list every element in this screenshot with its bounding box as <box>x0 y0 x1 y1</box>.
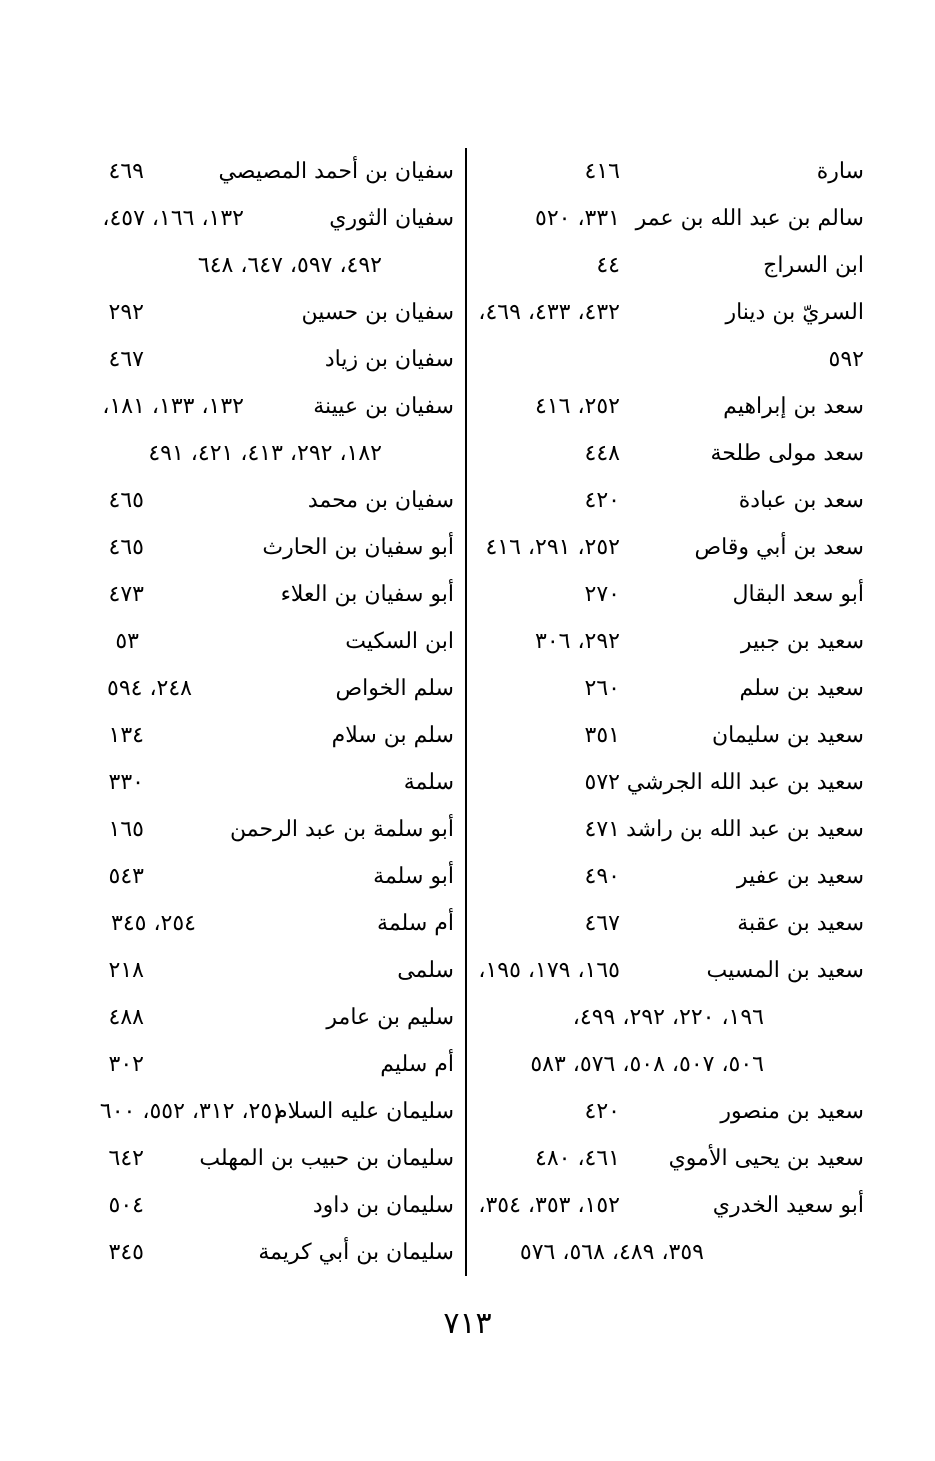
entry-name: سليمان بن حبيب بن المهلب <box>199 1146 454 1171</box>
entry-pages: ٢٤٨، ٥٩٤ <box>107 676 192 701</box>
entry-name: سفيان بن محمد <box>307 488 454 513</box>
entry-pages: ٥٩٢ <box>828 347 864 372</box>
entry-pages: ٤٦٩ <box>108 159 144 184</box>
entry-name: سلم الخواص <box>335 676 454 701</box>
index-entry <box>82 477 454 524</box>
index-entry <box>478 430 864 477</box>
index-entry <box>478 1088 864 1135</box>
index-entry <box>478 571 864 618</box>
entry-name: سعيد بن سليمان <box>711 723 864 748</box>
entry-name: سعيد بن يحيى الأموي <box>668 1146 864 1171</box>
index-entry <box>82 853 454 900</box>
index-entry <box>478 618 864 665</box>
index-entry <box>478 524 864 571</box>
entry-pages: ٦٤٢ <box>108 1146 144 1171</box>
entry-pages: ١٦٥، ١٧٩، ١٩٥، <box>478 958 620 983</box>
index-entry <box>478 665 864 712</box>
index-entry <box>478 148 864 195</box>
entry-name: سليمان عليه السلام <box>274 1099 454 1124</box>
entry-name: أم سليم <box>380 1052 454 1077</box>
entry-name: أبو سعيد الخدري <box>712 1193 864 1218</box>
entry-pages: ٢٩٢ <box>108 300 144 325</box>
entry-name: سالم بن عبد الله بن عمر <box>635 206 864 231</box>
entry-pages: ٤٢٠ <box>584 1099 620 1124</box>
index-entry <box>82 947 454 994</box>
index-entry-continuation <box>478 994 864 1041</box>
entry-pages: ٤٣٢، ٤٣٣، ٤٦٩، <box>478 300 620 325</box>
index-entry <box>82 1088 454 1135</box>
index-column-left <box>82 148 454 1276</box>
entry-name: سلمة <box>403 770 454 795</box>
index-entry-continuation <box>478 1229 864 1276</box>
entry-pages: ١٦٥ <box>108 817 144 842</box>
index-entry <box>478 1182 864 1229</box>
index-entry <box>82 195 454 242</box>
entry-pages: ٥٧٢ <box>584 770 620 795</box>
index-entry-continuation <box>82 242 454 289</box>
index-entry <box>82 383 454 430</box>
index-entry <box>478 759 864 806</box>
entry-name: سعد بن إبراهيم <box>723 394 864 419</box>
entry-pages: ٤٦٧ <box>584 911 620 936</box>
entry-name: أبو سلمة <box>373 864 454 889</box>
index-entry <box>82 1182 454 1229</box>
entry-name: سلم بن سلام <box>331 723 454 748</box>
entry-name: ابن السراج <box>763 253 864 278</box>
entry-pages: ٤٨٨ <box>108 1005 144 1030</box>
entry-pages: ٢٥٤، ٣٤٥ <box>111 911 196 936</box>
entry-pages: ٤٦٧ <box>108 347 144 372</box>
entry-pages: ٢٥٢، ٤١٦ <box>535 394 620 419</box>
entry-name: سليمان بن داود <box>312 1193 454 1218</box>
index-entry <box>478 900 864 947</box>
entry-pages: ٣٠٢ <box>108 1052 144 1077</box>
entry-name: سفيان بن عيينة <box>313 394 454 419</box>
index-entry <box>478 947 864 994</box>
index-entry <box>82 712 454 759</box>
entry-pages: ٤٤ <box>596 253 620 278</box>
entry-pages: ٥٤٣ <box>108 864 144 889</box>
index-entry <box>478 289 864 336</box>
index-entry <box>82 1229 454 1276</box>
entry-name: أبو سعد البقال <box>732 582 864 607</box>
entry-pages: ٤٦١، ٤٨٠ <box>535 1146 620 1171</box>
entry-name: سعيد بن المسيب <box>706 958 864 983</box>
entry-name: سعد بن عبادة <box>738 488 864 513</box>
entry-name: سفيان بن حسين <box>301 300 454 325</box>
entry-pages: ٣٣٠ <box>108 770 144 795</box>
column-divider <box>465 148 467 1276</box>
entry-name: سفيان الثوري <box>329 206 454 231</box>
page-number: ٧١٣ <box>443 1306 492 1341</box>
entry-name: سارة <box>816 159 864 184</box>
entry-pages: ٢٧٠ <box>584 582 620 607</box>
index-entry <box>478 242 864 289</box>
index-entry <box>478 712 864 759</box>
entry-pages: ٤٤٨ <box>584 441 620 466</box>
entry-pages: ٤٦٥ <box>108 488 144 513</box>
entry-pages: ٣٥٩، ٤٨٩، ٥٦٨، ٥٧٦ <box>519 1240 704 1265</box>
entry-name: ابن السكيت <box>345 629 454 654</box>
entry-name: سعد بن أبي وقاص <box>694 535 864 560</box>
entry-pages: ١٣٤ <box>108 723 144 748</box>
index-entry <box>82 148 454 195</box>
index-entry <box>478 383 864 430</box>
entry-name: سعد مولى طلحة <box>710 441 864 466</box>
entry-name: سلمى <box>397 958 454 983</box>
entry-name: أبو سلمة بن عبد الرحمن <box>229 817 454 842</box>
entry-name: سعيد بن سلم <box>739 676 864 701</box>
index-entry-continuation <box>478 336 864 383</box>
entry-pages: ٢٩٢، ٣٠٦ <box>535 629 620 654</box>
entry-name: سعيد بن منصور <box>720 1099 864 1124</box>
entry-pages: ٥٠٦، ٥٠٧، ٥٠٨، ٥٧٦، ٥٨٣ <box>530 1052 764 1077</box>
entry-pages: ٤٩٠ <box>584 864 620 889</box>
index-entry-continuation <box>82 430 454 477</box>
index-entry <box>82 806 454 853</box>
entry-pages: ٤٢٠ <box>584 488 620 513</box>
entry-pages: ٥٠٤ <box>108 1193 144 1218</box>
index-entry <box>82 289 454 336</box>
entry-pages: ١٩٦، ٢٢٠، ٢٩٢، ٤٩٩، <box>572 1005 764 1030</box>
entry-pages: ١٣٢، ١٣٣، ١٨١، <box>102 394 244 419</box>
entry-pages: ٢٥٢، ٢٩١، ٤١٦ <box>485 535 620 560</box>
entry-pages: ٢١٨ <box>108 958 144 983</box>
entry-pages: ٤٧١ <box>584 817 620 842</box>
index-entry <box>82 1135 454 1182</box>
index-entry <box>478 806 864 853</box>
entry-pages: ٤٦٥ <box>108 535 144 560</box>
entry-name: سعيد بن عفير <box>736 864 864 889</box>
entry-name: سفيان بن زياد <box>324 347 454 372</box>
entry-pages: ٤١٦ <box>584 159 620 184</box>
entry-name: سعيد بن جبير <box>740 629 864 654</box>
entry-pages: ٤٧٣ <box>108 582 144 607</box>
index-entry <box>478 477 864 524</box>
index-entry <box>478 1135 864 1182</box>
index-entry <box>82 571 454 618</box>
entry-pages: ٣٤٥ <box>108 1240 144 1265</box>
index-entry <box>82 336 454 383</box>
index-entry <box>478 195 864 242</box>
index-entry <box>82 759 454 806</box>
entry-pages: ٣٣١، ٥٢٠ <box>535 206 620 231</box>
index-entry <box>82 1041 454 1088</box>
entry-name: سفيان بن أحمد المصيصي <box>218 159 454 184</box>
entry-name: سعيد بن عبد الله الجرشي <box>626 770 864 795</box>
entry-name: أبو سفيان بن العلاء <box>280 582 454 607</box>
index-column-right <box>478 148 864 1276</box>
entry-pages: ٤٩٢، ٥٩٧، ٦٤٧، ٦٤٨ <box>197 253 382 278</box>
index-entry-continuation <box>478 1041 864 1088</box>
entry-pages: ٢٦٠ <box>584 676 620 701</box>
index-entry <box>82 665 454 712</box>
index-entry <box>82 994 454 1041</box>
entry-name: سليم بن عامر <box>326 1005 454 1030</box>
entry-pages: ١٥٢، ٣٥٣، ٣٥٤، <box>478 1193 620 1218</box>
entry-name: سعيد بن عبد الله بن راشد <box>626 817 864 842</box>
entry-pages: ٣٥١ <box>584 723 620 748</box>
entry-pages: ١٣٢، ١٦٦، ٤٥٧، <box>102 206 244 231</box>
index-entry <box>478 853 864 900</box>
index-entry <box>82 900 454 947</box>
entry-pages: ١٨٢، ٢٩٢، ٤١٣، ٤٢١، ٤٩١ <box>148 441 382 466</box>
index-entry <box>82 524 454 571</box>
entry-name: أبو سفيان بن الحارث <box>262 535 454 560</box>
entry-name: أم سلمة <box>377 911 454 936</box>
entry-name: سعيد بن عقبة <box>737 911 864 936</box>
entry-name: السريّ بن دينار <box>725 300 864 325</box>
entry-pages: ٢٥١، ٣١٢، ٥٥٢، ٦٠٠ <box>99 1099 284 1124</box>
entry-name: سليمان بن أبي كريمة <box>258 1240 454 1265</box>
index-entry <box>82 618 454 665</box>
entry-pages: ٥٣ <box>115 629 139 654</box>
